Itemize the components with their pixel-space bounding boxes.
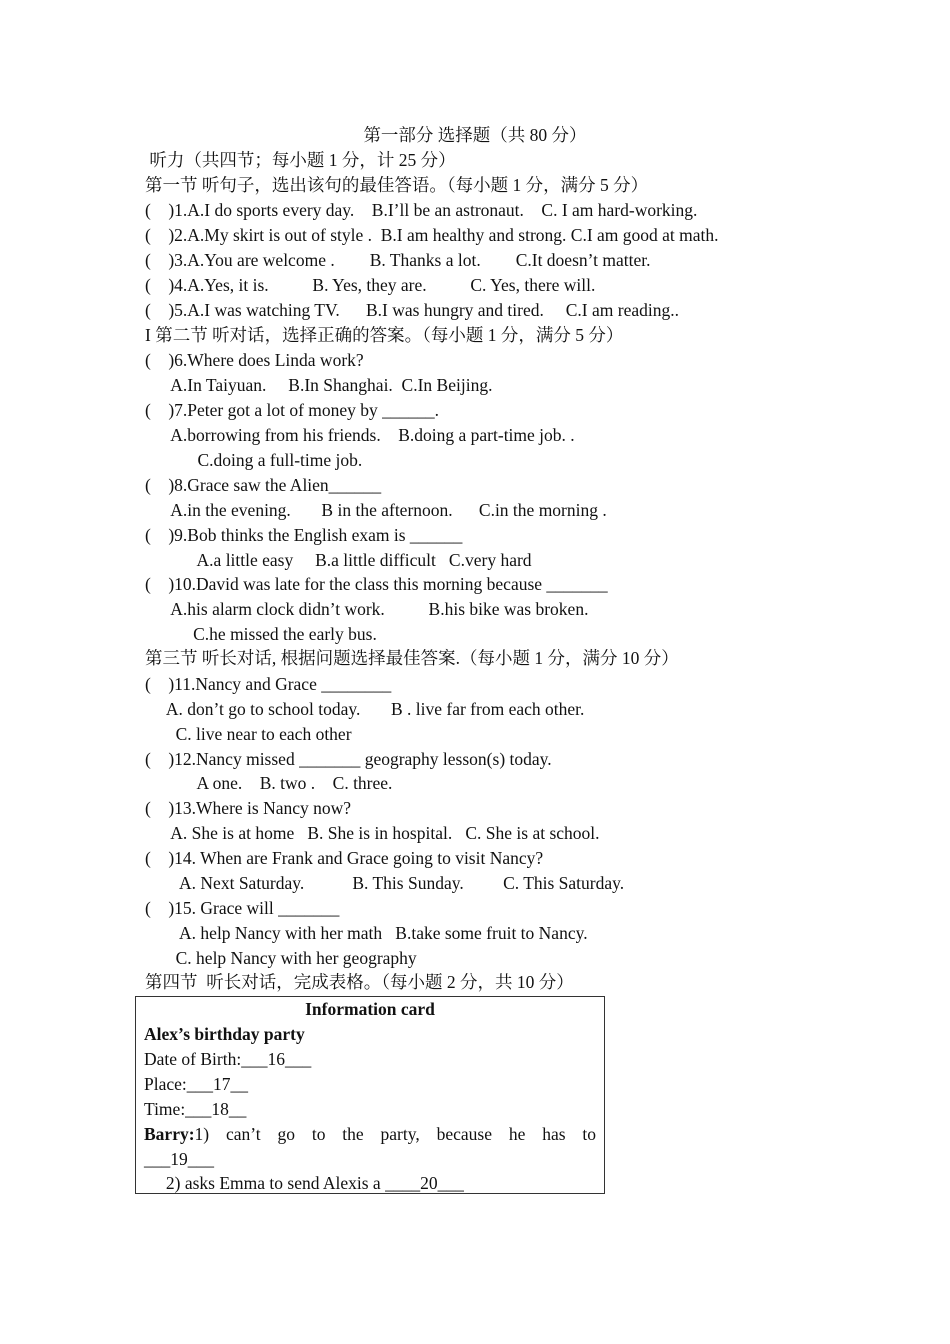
question-line: A.a little easy B.a little difficult C.very hard [145, 550, 532, 570]
question-line: ( )13.Where is Nancy now? [145, 798, 352, 818]
barry-word: 1) [194, 1124, 210, 1144]
question-line: A. help Nancy with her math B.take some fruit to Nancy. [145, 923, 588, 943]
question-line: ( )1.A.I do sports every day. B.I’ll be an astronaut. C. I am hard-working. [145, 200, 698, 220]
barry-line [144, 1122, 596, 1147]
question-line: ( )8.Grace saw the Alien______ [145, 475, 382, 495]
barry-second-item: 2) asks Emma to send Alexis a ____20___ [144, 1173, 464, 1193]
question-line: ( )2.A.My skirt is out of style . B.I am healthy and strong. C.I am good at math. [145, 225, 719, 245]
question-line: ( )6.Where does Linda work? [145, 350, 364, 370]
listening-title: 听力（共四节；每小题 1 分，计 25 分） [145, 150, 456, 170]
question-line: A. She is at home B. She is in hospital. C. She is at school. [145, 823, 600, 843]
barry-word: has [542, 1124, 566, 1144]
card-title: Information card [305, 999, 435, 1019]
question-line: ( )11.Nancy and Grace ________ [145, 674, 392, 694]
question-line: A.In Taiyuan. B.In Shanghai. C.In Beijing. [145, 375, 493, 395]
question-line: ( )12.Nancy missed _______ geography lesson(s) today. [145, 749, 552, 769]
question-line: C.he missed the early bus. [145, 624, 377, 644]
question-line: C. live near to each other [145, 724, 352, 744]
question-line: ( )15. Grace will _______ [145, 898, 340, 918]
question-line: A one. B. two . C. three. [145, 773, 393, 793]
question-line: ( )14. When are Frank and Grace going to visit Nancy? [145, 848, 544, 868]
barry-word: can’t [225, 1124, 261, 1144]
question-line: ( )7.Peter got a lot of money by ______. [145, 400, 440, 420]
time: Time:___18__ [144, 1099, 247, 1119]
section4-heading: 第四节 听长对话，完成表格。（每小题 2 分，共 10 分） [145, 972, 574, 992]
question-line: C. help Nancy with her geography [145, 948, 417, 968]
date-of-birth: Date of Birth:___16___ [144, 1049, 312, 1069]
barry-word: he [508, 1124, 526, 1144]
question-line: ( )5.A.I was watching TV. B.I was hungry and tired. C.I am reading.. [145, 300, 679, 320]
section3-heading: 第三节 听长对话, 根据问题选择最佳答案.（每小题 1 分，满分 10 分） [145, 648, 679, 668]
card-subtitle: Alex’s birthday party [144, 1024, 305, 1044]
barry-word: because [436, 1124, 492, 1144]
question-line: C.doing a full-time job. [145, 450, 363, 470]
question-line: A. Next Saturday. B. This Sunday. C. This Saturday. [145, 873, 625, 893]
question-line: ( )4.A.Yes, it is. B. Yes, they are. C. Yes, there will. [145, 275, 596, 295]
barry-label: Barry: [144, 1124, 195, 1144]
question-line: ( )10.David was late for the class this morning because _______ [145, 574, 608, 594]
barry-word: the [342, 1124, 364, 1144]
question-line: A.borrowing from his friends. B.doing a part-time job. . [145, 425, 575, 445]
question-line: ( )3.A.You are welcome . B. Thanks a lot. C.It doesn’t matter. [145, 250, 651, 270]
place: Place:___17__ [144, 1074, 249, 1094]
part-title: 第一部分 选择题（共 80 分） [363, 125, 587, 145]
barry-word: go [277, 1124, 295, 1144]
question-line: A. don’t go to school today. B . live far from each other. [145, 699, 585, 719]
information-card [135, 996, 605, 1194]
question-line: A.in the evening. B in the afternoon. C.in the morning . [145, 500, 607, 520]
barry-continued: ___19___ [144, 1149, 214, 1169]
question-line: A.his alarm clock didn’t work. B.his bike was broken. [145, 599, 589, 619]
barry-word: to [582, 1124, 596, 1144]
barry-word: party, [380, 1124, 420, 1144]
section2-heading: I 第二节 听对话，选择正确的答案。（每小题 1 分，满分 5 分） [145, 325, 624, 345]
question-line: ( )9.Bob thinks the English exam is ______ [145, 525, 463, 545]
section1-heading: 第一节 听句子，选出该句的最佳答语。（每小题 1 分，满分 5 分） [145, 175, 649, 195]
barry-word: to [311, 1124, 326, 1144]
